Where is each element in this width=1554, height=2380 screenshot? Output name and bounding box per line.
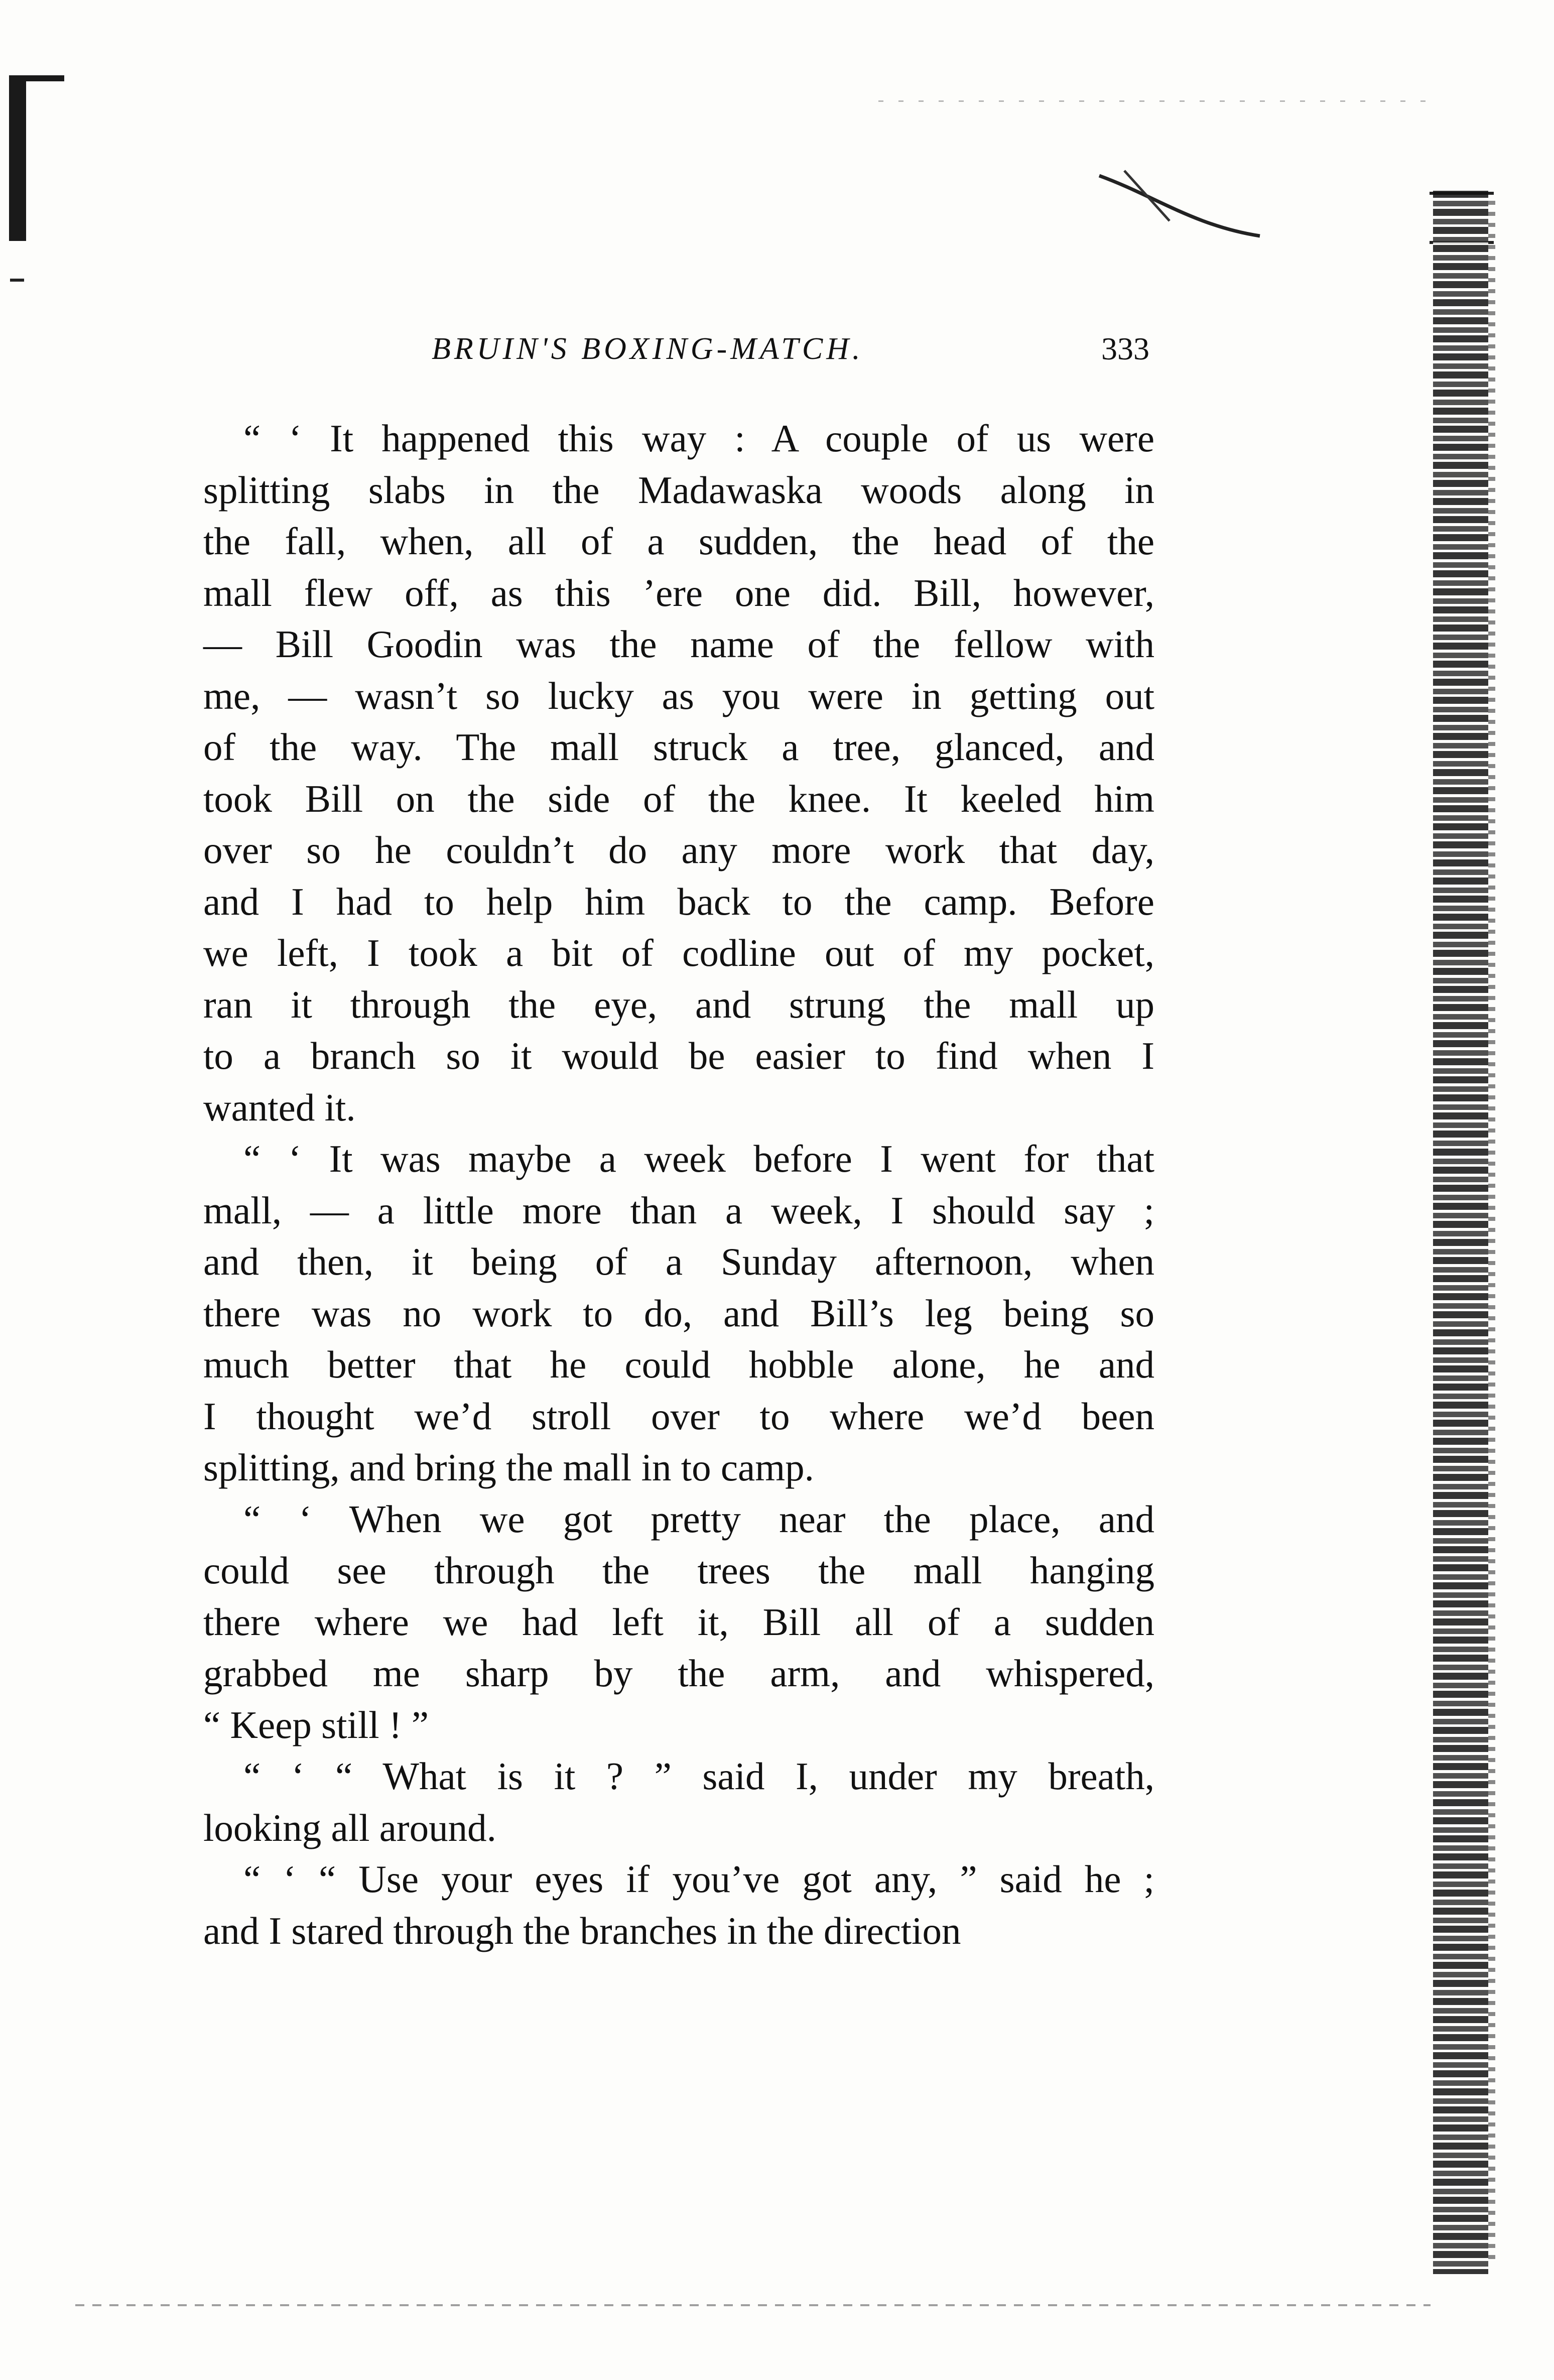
text-line: “ Keep still ! ” [203, 1703, 429, 1746]
text-line: and I had to help him back to the camp. Before [203, 880, 1154, 923]
scan-artifact-top-dash [878, 100, 1431, 102]
text-line: — Bill Goodin was the name of the fellow with [203, 622, 1154, 666]
text-line: “ ‘ “ What is it ? ” said I, under my breath, [243, 1755, 1154, 1798]
running-title: BRUIN'S BOXING-MATCH. [432, 332, 864, 366]
scan-artifact-bottom-dash [75, 2304, 1431, 2306]
text-line: there was no work to do, and Bill’s leg being so [203, 1291, 1154, 1335]
body-text [203, 413, 1154, 1956]
text-line: to a branch so it would be easier to find when I [203, 1034, 1154, 1077]
text-line: the fall, when, all of a sudden, the head of the [203, 520, 1154, 563]
scan-artifact-left-dash [10, 279, 24, 282]
text-line: looking all around. [203, 1806, 496, 1849]
text-line: “ ‘ It happened this way : A couple of us were [243, 417, 1154, 460]
scan-artifact-right-edge [1488, 201, 1495, 2264]
text-line: there where we had left it, Bill all of a sudden [203, 1600, 1154, 1644]
text-line: splitting slabs in the Madawaska woods along in [203, 468, 1154, 512]
paragraph [203, 1853, 1154, 1956]
text-line: and I stared through the branches in the direction [203, 1909, 961, 1952]
scan-artifact-right-edge [1433, 191, 1488, 2274]
text-line: mall flew off, as this ’ere one did. Bill, however, [203, 571, 1154, 614]
scan-artifact-swoosh [1094, 166, 1265, 246]
text-line: wanted it. [203, 1085, 356, 1129]
text-line: grabbed me sharp by the arm, and whispered, [203, 1652, 1154, 1695]
text-line: splitting, and bring the mall in to camp. [203, 1446, 814, 1489]
text-line: “ ‘ “ Use your eyes if you’ve got any, ” said he ; [243, 1857, 1154, 1901]
running-head [432, 329, 1149, 369]
page-number: 333 [1101, 331, 1149, 366]
paragraph [203, 1133, 1154, 1493]
text-line: and then, it being of a Sunday afternoon, when [203, 1240, 1154, 1283]
text-line: I thought we’d stroll over to where we’d been [203, 1394, 1154, 1438]
text-line: over so he couldn’t do any more work that day, [203, 828, 1154, 871]
text-line: ran it through the eye, and strung the mall up [203, 982, 1154, 1026]
paragraph [203, 1493, 1154, 1751]
text-line: “ ‘ When we got pretty near the place, and [243, 1497, 1154, 1541]
paragraph [203, 1750, 1154, 1853]
text-line: took Bill on the side of the knee. It keeled him [203, 777, 1154, 820]
scan-artifact-left-bar [9, 75, 26, 241]
text-line: much better that he could hobble alone, he and [203, 1343, 1154, 1386]
text-line: mall, — a little more than a week, I should say ; [203, 1188, 1154, 1232]
text-line: of the way. The mall struck a tree, glanced, and [203, 725, 1154, 769]
text-line: me, — wasn’t so lucky as you were in getting out [203, 674, 1154, 717]
text-line: could see through the trees the mall hanging [203, 1549, 1154, 1592]
text-line: we left, I took a bit of codline out of my pocket, [203, 931, 1154, 974]
text-line: “ ‘ It was maybe a week before I went for that [243, 1137, 1154, 1180]
paragraph [203, 413, 1154, 1133]
